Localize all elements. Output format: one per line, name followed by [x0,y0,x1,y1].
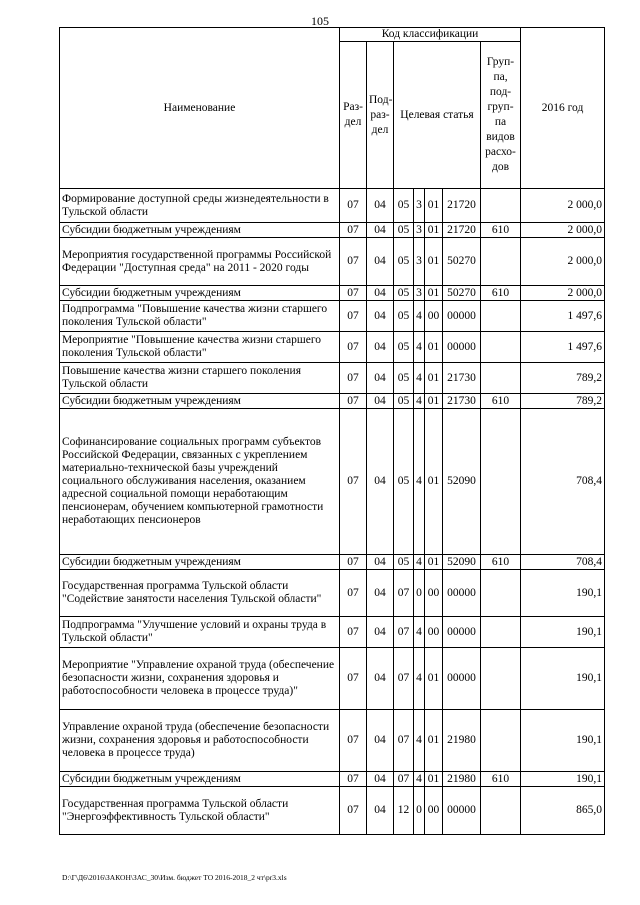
row-target-program: 12 [394,787,414,835]
row-target-direction: 52090 [443,555,481,570]
table-row [60,617,605,648]
row-name: Софинансирование социальных программ субъектов Российской Федерации, связанных с укреплением материально-технической базы учреждений социального обслуживания населения, оказанием адресной социальной помощи неработающим пенсионерам, обучением компьютерной грамотности неработающих пенсионеров [60,409,340,555]
header-year: 2016 год [521,28,605,189]
row-section: 07 [340,555,367,570]
row-subsection: 04 [367,238,394,286]
row-subsection: 04 [367,409,394,555]
row-target-subprogram: 0 [414,787,425,835]
row-target-direction: 21720 [443,189,481,223]
header-name: Наименование [60,28,340,189]
table-row [60,409,605,555]
row-target-subprogram: 4 [414,772,425,787]
row-amount: 708,4 [521,555,605,570]
row-target-activity: 00 [425,787,443,835]
row-expense-type [481,570,521,617]
row-amount: 2 000,0 [521,286,605,301]
row-target-program: 05 [394,189,414,223]
row-target-program: 05 [394,394,414,409]
table-row [60,363,605,394]
table-row [60,710,605,772]
row-target-activity: 01 [425,189,443,223]
row-target-subprogram: 3 [414,223,425,238]
row-name: Мероприятия государственной программы Российской Федерации "Доступная среда" на 2011 - 2020 годы [60,238,340,286]
row-subsection: 04 [367,301,394,332]
header-subsection: Под-раз-дел [367,42,394,189]
row-expense-type [481,787,521,835]
row-name: Повышение качества жизни старшего поколения Тульской области [60,363,340,394]
header-section: Раз-дел [340,42,367,189]
row-expense-type [481,332,521,363]
row-target-direction: 00000 [443,787,481,835]
row-target-program: 05 [394,555,414,570]
row-amount: 1 497,6 [521,332,605,363]
row-section: 07 [340,710,367,772]
row-target-program: 05 [394,332,414,363]
row-target-subprogram: 4 [414,617,425,648]
row-target-program: 05 [394,286,414,301]
row-amount: 190,1 [521,710,605,772]
row-amount: 1 497,6 [521,301,605,332]
row-section: 07 [340,648,367,710]
row-target-direction: 00000 [443,570,481,617]
row-target-program: 05 [394,238,414,286]
row-section: 07 [340,772,367,787]
table-row [60,332,605,363]
row-target-direction: 21730 [443,394,481,409]
table-row [60,570,605,617]
row-target-activity: 01 [425,332,443,363]
row-expense-type [481,710,521,772]
table-row [60,787,605,835]
row-target-activity: 01 [425,772,443,787]
row-expense-type: 610 [481,223,521,238]
row-target-direction: 21720 [443,223,481,238]
row-target-activity: 01 [425,363,443,394]
table-row [60,223,605,238]
row-subsection: 04 [367,772,394,787]
row-target-program: 07 [394,570,414,617]
row-name: Субсидии бюджетным учреждениям [60,286,340,301]
row-expense-type [481,409,521,555]
row-subsection: 04 [367,363,394,394]
row-subsection: 04 [367,223,394,238]
row-expense-type [481,301,521,332]
row-target-direction: 21730 [443,363,481,394]
row-target-activity: 00 [425,570,443,617]
row-subsection: 04 [367,570,394,617]
file-path: D:\Г\Д6\2016\ЗАКОН\ЗАС_30\Изм. бюджет ТО 2016-2018_2 чт\pr3.xls [62,873,287,882]
row-target-subprogram: 4 [414,363,425,394]
row-section: 07 [340,189,367,223]
row-subsection: 04 [367,648,394,710]
row-section: 07 [340,394,367,409]
row-subsection: 04 [367,332,394,363]
row-expense-type [481,617,521,648]
row-amount: 708,4 [521,409,605,555]
row-name: Субсидии бюджетным учреждениям [60,394,340,409]
row-name: Управление охраной труда (обеспечение безопасности жизни, сохранения здоровья и работоспособности человека в процессе труда) [60,710,340,772]
row-target-subprogram: 4 [414,710,425,772]
table-row [60,394,605,409]
row-name: Подпрограмма "Улучшение условий и охраны труда в Тульской области" [60,617,340,648]
row-name: Субсидии бюджетным учреждениям [60,555,340,570]
row-section: 07 [340,617,367,648]
row-subsection: 04 [367,394,394,409]
row-amount: 190,1 [521,648,605,710]
table-row [60,772,605,787]
row-target-subprogram: 4 [414,394,425,409]
row-amount: 2 000,0 [521,238,605,286]
row-target-direction: 52090 [443,409,481,555]
row-target-activity: 01 [425,286,443,301]
header-target: Целевая статья [394,42,481,189]
row-section: 07 [340,223,367,238]
row-target-program: 05 [394,363,414,394]
row-target-direction: 00000 [443,332,481,363]
row-target-activity: 01 [425,648,443,710]
row-expense-type: 610 [481,555,521,570]
row-section: 07 [340,286,367,301]
row-amount: 190,1 [521,617,605,648]
table-row [60,189,605,223]
row-expense-type: 610 [481,394,521,409]
row-target-program: 05 [394,223,414,238]
row-target-activity: 01 [425,409,443,555]
row-section: 07 [340,301,367,332]
row-section: 07 [340,787,367,835]
row-target-subprogram: 4 [414,301,425,332]
page-number: 105 [311,14,329,28]
row-amount: 2 000,0 [521,223,605,238]
row-expense-type [481,648,521,710]
row-target-direction: 50270 [443,238,481,286]
row-name: Формирование доступной среды жизнедеятельности в Тульской области [60,189,340,223]
row-name: Субсидии бюджетным учреждениям [60,772,340,787]
table-row [60,648,605,710]
table-row [60,555,605,570]
row-target-subprogram: 4 [414,648,425,710]
row-target-direction: 00000 [443,617,481,648]
row-amount: 2 000,0 [521,189,605,223]
row-target-program: 05 [394,301,414,332]
row-subsection: 04 [367,555,394,570]
row-target-subprogram: 3 [414,189,425,223]
row-target-subprogram: 0 [414,570,425,617]
row-subsection: 04 [367,787,394,835]
row-target-subprogram: 4 [414,555,425,570]
row-name: Подпрограмма "Повышение качества жизни старшего поколения Тульской области" [60,301,340,332]
row-name: Государственная программа Тульской области "Энергоэффективность Тульской области" [60,787,340,835]
row-target-activity: 01 [425,238,443,286]
row-expense-type [481,189,521,223]
row-expense-type [481,363,521,394]
row-target-program: 07 [394,710,414,772]
row-subsection: 04 [367,286,394,301]
row-section: 07 [340,363,367,394]
row-subsection: 04 [367,189,394,223]
row-amount: 190,1 [521,772,605,787]
row-amount: 190,1 [521,570,605,617]
row-target-subprogram: 3 [414,238,425,286]
header-classification: Код классификации [340,28,521,42]
row-target-activity: 01 [425,710,443,772]
table-body [60,189,605,835]
row-section: 07 [340,238,367,286]
row-target-direction: 00000 [443,648,481,710]
row-name: Государственная программа Тульской области "Содействие занятости населения Тульской области" [60,570,340,617]
row-amount: 789,2 [521,363,605,394]
table-row [60,238,605,286]
row-target-activity: 01 [425,394,443,409]
row-target-program: 07 [394,772,414,787]
row-expense-type [481,238,521,286]
row-name: Субсидии бюджетным учреждениям [60,223,340,238]
header-group: Груп-па, под-груп-па видов расхо-дов [481,42,521,189]
row-target-activity: 00 [425,617,443,648]
row-target-program: 07 [394,648,414,710]
row-expense-type: 610 [481,772,521,787]
row-target-subprogram: 4 [414,409,425,555]
row-target-direction: 00000 [443,301,481,332]
row-section: 07 [340,570,367,617]
table-row [60,301,605,332]
row-target-direction: 21980 [443,710,481,772]
row-section: 07 [340,332,367,363]
row-name: Мероприятие "Управление охраной труда (обеспечение безопасности жизни, сохранения здоровья и работоспособности человека в процессе труда)" [60,648,340,710]
row-target-subprogram: 3 [414,286,425,301]
row-target-activity: 01 [425,223,443,238]
row-target-activity: 01 [425,555,443,570]
row-target-direction: 21980 [443,772,481,787]
row-subsection: 04 [367,710,394,772]
row-target-activity: 00 [425,301,443,332]
table-row [60,286,605,301]
row-section: 07 [340,409,367,555]
row-amount: 865,0 [521,787,605,835]
row-expense-type: 610 [481,286,521,301]
row-name: Мероприятие "Повышение качества жизни старшего поколения Тульской области" [60,332,340,363]
row-amount: 789,2 [521,394,605,409]
row-target-program: 05 [394,409,414,555]
row-target-direction: 50270 [443,286,481,301]
row-subsection: 04 [367,617,394,648]
row-target-program: 07 [394,617,414,648]
budget-table [59,27,605,835]
row-target-subprogram: 4 [414,332,425,363]
